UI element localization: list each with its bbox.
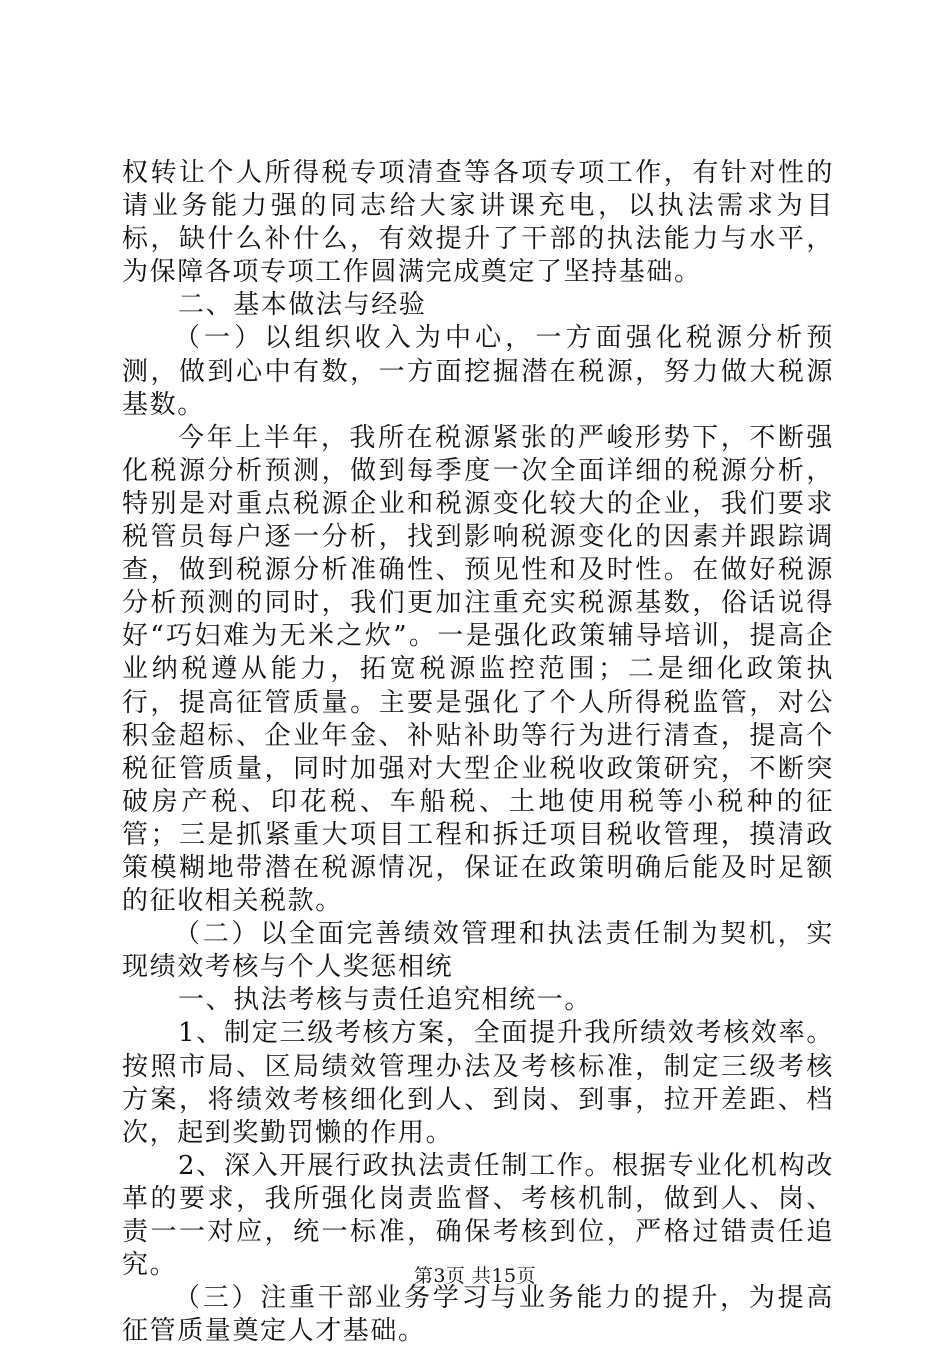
paragraph-body-1: 今年上半年，我所在税源紧张的严峻形势下，不断强化税源分析预测，做到每季度一次全面详细的税源分析，特别是对重点税源企业和税源变化较大的企业，我们要求税管员每户逐一分析，找到影响税源变化的因素并跟踪调查，做到税源分析准确性、预见性和及时性。在做好税源分析预测的同时，我们更加注重充实税源基数，俗话说得好“巧妇难为无米之炊”。一是强化政策辅导培训，提高企业纳税遵从能力，拓宽税源监控范围；二是细化政策执行，提高征管质量。主要是强化了个人所得税监管，对公积金超标、企业年金、补贴补助等行为进行清查，提高个税征管质量，同时加强对大型企业税收政策研究，不断突破房产税、印花税、车船税、土地使用税等小税种的征管；三是抓紧重大项目工程和拆迁项目税收管理，摸清政策模糊地带潜在税源情况，保证在政策明确后能及时足额的征收相关税款。 <box>122 422 834 917</box>
subsection-heading-1: （一）以组织收入为中心，一方面强化税源分析预测，做到心中有数，一方面挖掘潜在税源，努力做大税源基数。 <box>122 323 834 420</box>
list-item-a: 一、执法考核与责任追究相统一。 <box>178 985 593 1016</box>
paragraph-continuation: 权转让个人所得税专项清查等各项专项工作，有针对性的请业务能力强的同志给大家讲课充电，以执法需求为目标，缺什么补什么，有效提升了干部的执法能力与水平，为保障各项专项工作圆满完成奠定了坚持基础。 <box>122 158 834 288</box>
list-item-2: 2、深入开展行政执法责任制工作。根据专业化机构改革的要求，我所强化岗责监督、考核机制，做到人、岗、责一一对应，统一标准，确保考核到位，严格过错责任追究。 <box>122 1150 834 1281</box>
list-item-1: 1、制定三级考核方案，全面提升我所绩效考核效率。按照市局、区局绩效管理办法及考核标准，制定三级考核方案，将绩效考核细化到人、到岗、到事，拉开差距、档次，起到奖勤罚懒的作用。 <box>122 1018 834 1148</box>
document-body <box>122 157 834 1348</box>
page-number-footer: 第3页 共15页 <box>413 1265 537 1287</box>
section-heading-2: 二、基本做法与经验 <box>178 290 427 321</box>
subsection-heading-2: （二）以全面完善绩效管理和执法责任制为契机，实现绩效考核与个人奖惩相统 <box>122 919 834 983</box>
subsection-heading-3: （三）注重干部业务学习与业务能力的提升，为提高征管质量奠定人才基础。 <box>122 1283 834 1347</box>
